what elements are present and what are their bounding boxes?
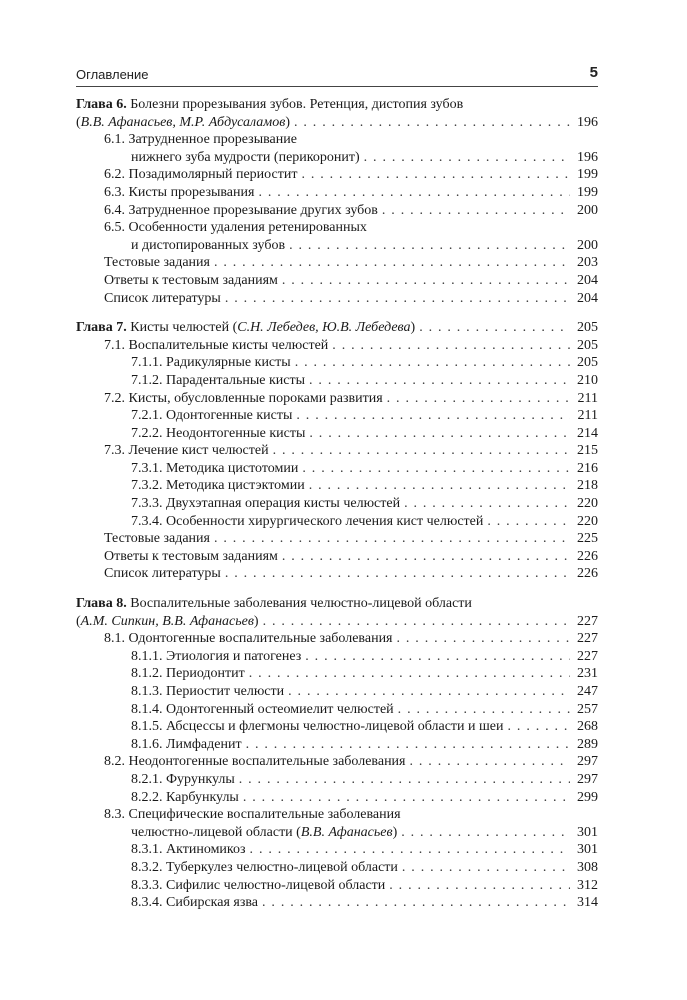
page-number: 5: [589, 64, 598, 81]
toc-entry[interactable]: [76, 841, 598, 859]
toc-page: 227: [577, 613, 598, 629]
toc-text: ): [392, 824, 398, 840]
dot-leader: [263, 613, 570, 631]
dot-leader: [282, 272, 570, 290]
toc-entry-label: нижнего зуба мудрости (перикоронит): [131, 149, 360, 165]
toc-entry[interactable]: [76, 648, 598, 666]
toc-page: 196: [577, 114, 598, 130]
toc-entry-label: [76, 319, 415, 337]
toc-page: 200: [577, 237, 598, 253]
toc-page: 247: [577, 684, 598, 699]
toc-entry-label: 8.1. Одонтогенные воспалительные заболевания: [104, 631, 393, 647]
toc-entry-label: 7.3. Лечение кист челюстей: [104, 443, 269, 459]
toc-text: ): [253, 613, 259, 629]
dot-leader: [214, 530, 570, 548]
dot-leader: [382, 202, 570, 220]
toc-entry[interactable]: [76, 442, 598, 460]
toc-entry[interactable]: [76, 354, 598, 372]
toc-page: 204: [577, 290, 598, 306]
dot-leader: [288, 683, 570, 701]
toc-entry[interactable]: [76, 753, 598, 771]
toc-page: 308: [577, 859, 598, 875]
toc-entry-label: [76, 114, 290, 132]
toc-entry-line[interactable]: 8.3. Специфические воспалительные заболевания: [104, 807, 401, 823]
toc-entry[interactable]: [76, 407, 598, 425]
chapter-title: Кисты челюстей: [130, 320, 230, 336]
chapter-authors: А.М. Сипкин, В.В. Афанасьев: [80, 613, 254, 629]
dot-leader: [295, 354, 570, 372]
toc-entry[interactable]: [76, 701, 598, 719]
toc-page: 205: [577, 355, 598, 371]
toc-text: челюстно-лицевой области (: [131, 824, 301, 840]
dot-leader: [309, 372, 570, 390]
chapter-8: [76, 595, 598, 912]
toc-page: 216: [577, 460, 598, 476]
toc-entry[interactable]: [76, 114, 598, 132]
dot-leader: [225, 290, 570, 308]
toc-entry-label: Тестовые задания: [104, 531, 210, 547]
dot-leader: [309, 477, 570, 495]
toc-entry[interactable]: [76, 630, 598, 648]
dot-leader: [262, 894, 570, 912]
dot-leader: [364, 149, 570, 167]
chapter-title: Болезни прорезывания зубов. Ретенция, дистопия зубов: [130, 97, 464, 112]
chapter-authors: С.Н. Лебедев, Ю.В. Лебедева: [237, 320, 411, 336]
toc-entry-label: Список литературы: [104, 290, 221, 306]
toc-entry-label: [131, 824, 397, 842]
toc-entry[interactable]: [76, 894, 598, 912]
toc-page: 257: [577, 701, 598, 717]
toc-entry-label: 8.3.3. Сифилис челюстно-лицевой области: [131, 877, 386, 893]
dot-leader: [250, 841, 570, 859]
dot-leader: [404, 495, 570, 513]
toc-entry[interactable]: [76, 390, 598, 408]
toc-page: 214: [577, 425, 598, 441]
dot-leader: [410, 753, 571, 771]
toc-entry-label: 6.3. Кисты прорезывания: [104, 184, 255, 200]
dot-leader: [508, 718, 570, 736]
toc-page: 227: [577, 648, 598, 664]
toc-page: 199: [577, 167, 598, 183]
toc-entry[interactable]: [76, 683, 598, 701]
toc-text: (: [76, 613, 81, 629]
dot-leader: [239, 771, 570, 789]
toc-entry[interactable]: [76, 166, 598, 184]
toc-entry-label: 8.1.2. Периодонтит: [131, 666, 245, 682]
toc-entry-label: 8.3.2. Туберкулез челюстно-лицевой области: [131, 859, 398, 875]
toc-page: 220: [577, 496, 598, 512]
toc-entry-label: 8.2. Неодонтогенные воспалительные заболевания: [104, 754, 406, 770]
toc-entry[interactable]: [76, 565, 598, 583]
toc-entry-label: 7.1.2. Парадентальные кисты: [131, 372, 306, 388]
toc-entry-label: Ответы к тестовым заданиям: [104, 272, 278, 288]
header-rule: [76, 86, 598, 87]
toc-entry[interactable]: [76, 202, 598, 220]
dot-leader: [302, 460, 570, 478]
toc-page: 227: [577, 631, 598, 647]
toc-entry-label: 7.3.4. Особенности хирургического лечения кист челюстей: [131, 513, 484, 529]
toc-page: 226: [577, 548, 598, 564]
dot-leader: [214, 254, 570, 272]
toc-page: 204: [577, 272, 598, 288]
table-of-contents: [76, 96, 598, 924]
toc-entry-label: 7.3.2. Методика цистэктомии: [131, 478, 305, 494]
dot-leader: [294, 114, 570, 132]
toc-entry[interactable]: [76, 460, 598, 478]
toc-page: 226: [577, 566, 598, 582]
toc-entry[interactable]: [76, 789, 598, 807]
toc-entry[interactable]: [76, 613, 598, 631]
toc-page: 314: [577, 895, 598, 911]
toc-entry-label: 7.2.1. Одонтогенные кисты: [131, 408, 293, 424]
toc-entry-label: 7.1. Воспалительные кисты челюстей: [104, 337, 329, 353]
dot-leader: [282, 548, 570, 566]
chapter-heading: [76, 96, 598, 114]
toc-entry[interactable]: [76, 824, 598, 842]
toc-entry[interactable]: [76, 272, 598, 290]
chapter-heading: [76, 595, 598, 613]
toc-entry[interactable]: [76, 149, 598, 167]
dot-leader: [225, 565, 570, 583]
chapter-label: Глава 8.: [76, 596, 127, 612]
toc-page: 211: [577, 408, 598, 424]
toc-entry[interactable]: [76, 736, 598, 754]
dot-leader: [246, 736, 570, 754]
toc-entry-label: 7.1.1. Радикулярные кисты: [131, 355, 291, 371]
toc-entry-label: и дистопированных зубов: [131, 237, 286, 253]
dot-leader: [401, 824, 570, 842]
toc-entry[interactable]: [76, 859, 598, 877]
dot-leader: [387, 390, 570, 408]
toc-entry-label: 8.1.5. Абсцессы и флегмоны челюстно-лицевой области и шеи: [131, 719, 504, 735]
chapter-label: Глава 6.: [76, 97, 127, 112]
toc-entry[interactable]: [76, 425, 598, 443]
toc-entry-label: 7.2.2. Неодонтогенные кисты: [131, 425, 306, 441]
toc-page: 268: [577, 719, 598, 735]
toc-entry-label: 7.3.3. Двухэтапная операция кисты челюстей: [131, 496, 401, 512]
chapter-6: [76, 96, 598, 307]
dot-leader: [309, 425, 570, 443]
chapter-7: [76, 319, 598, 583]
section-authors: В.В. Афанасьев: [300, 824, 393, 840]
toc-entry-label: 8.1.3. Периостит челюсти: [131, 684, 285, 699]
toc-page: 199: [577, 184, 598, 200]
running-head: [76, 63, 598, 85]
toc-page: 203: [577, 255, 598, 271]
toc-entry-label: [76, 613, 259, 631]
dot-leader: [402, 859, 570, 877]
toc-entry-label: 8.1.6. Лимфаденит: [131, 736, 242, 752]
toc-page: 312: [577, 877, 598, 893]
toc-page: 297: [577, 771, 598, 787]
toc-entry-label: Тестовые задания: [104, 255, 210, 271]
dot-leader: [332, 337, 570, 355]
toc-entry-line[interactable]: 6.1. Затрудненное прорезывание: [104, 132, 297, 148]
toc-page: 196: [577, 149, 598, 165]
toc-page: 299: [577, 789, 598, 805]
toc-entry-label: 8.3.4. Сибирская язва: [131, 895, 259, 911]
toc-entry[interactable]: [76, 319, 598, 337]
toc-entry[interactable]: [76, 665, 598, 683]
toc-page: 218: [577, 478, 598, 494]
dot-leader: [397, 630, 571, 648]
toc-page: 301: [577, 824, 598, 840]
toc-text: (: [76, 114, 81, 130]
toc-page: 200: [577, 202, 598, 218]
dot-leader: [258, 184, 570, 202]
toc-entry[interactable]: [76, 513, 598, 531]
toc-text: ): [285, 114, 290, 130]
dot-leader: [301, 166, 570, 184]
dot-leader: [389, 877, 570, 895]
toc-entry[interactable]: [76, 495, 598, 513]
toc-entry[interactable]: [76, 337, 598, 355]
dot-leader: [249, 665, 570, 683]
toc-entry-label: 7.3.1. Методика цистотомии: [131, 460, 299, 476]
toc-page: 205: [577, 337, 598, 353]
dot-leader: [419, 319, 570, 337]
toc-entry-label: 8.1.4. Одонтогенный остеомиелит челюстей: [131, 701, 394, 717]
dot-leader: [289, 237, 570, 255]
toc-entry[interactable]: [76, 372, 598, 390]
chapter-authors: В.В. Афанасьев, М.Р. Абдусаламов: [80, 114, 286, 130]
toc-entry[interactable]: [76, 184, 598, 202]
dot-leader: [273, 442, 570, 460]
toc-entry[interactable]: [76, 877, 598, 895]
toc-entry-label: 8.3.1. Актиномикоз: [131, 842, 246, 858]
toc-page: 225: [577, 531, 598, 547]
toc-page: 205: [577, 320, 598, 336]
dot-leader: [305, 648, 570, 666]
toc-entry[interactable]: [76, 254, 598, 272]
toc-entry[interactable]: [76, 718, 598, 736]
toc-entry-label: 7.2. Кисты, обусловленные пороками развития: [104, 390, 383, 406]
toc-entry-label: 6.2. Позадимолярный периостит: [104, 167, 298, 183]
toc-entry-label: 8.2.2. Карбункулы: [131, 789, 239, 805]
toc-entry[interactable]: [76, 530, 598, 548]
dot-leader: [243, 789, 570, 807]
dot-leader: [296, 407, 570, 425]
toc-text: (: [232, 320, 238, 336]
toc-page: 297: [577, 754, 598, 770]
toc-page: 301: [577, 842, 598, 858]
toc-entry[interactable]: [76, 290, 598, 308]
toc-entry-line[interactable]: 6.5. Особенности удаления ретенированных: [104, 220, 367, 236]
toc-page: 215: [577, 443, 598, 459]
toc-entry-label: Список литературы: [104, 566, 221, 582]
toc-page: 231: [577, 666, 598, 682]
running-head-title: Оглавление: [76, 67, 149, 82]
toc-page: 210: [577, 372, 598, 388]
dot-leader: [487, 513, 570, 531]
toc-entry[interactable]: [76, 477, 598, 495]
toc-entry-label: 6.4. Затрудненное прорезывание других зубов: [104, 202, 378, 218]
toc-page: 220: [577, 513, 598, 529]
chapter-label: Глава 7.: [76, 320, 127, 336]
toc-entry-label: 8.2.1. Фурункулы: [131, 771, 235, 787]
dot-leader: [398, 701, 570, 719]
toc-entry[interactable]: [76, 771, 598, 789]
toc-text: ): [410, 320, 416, 336]
toc-entry-label: 8.1.1. Этиология и патогенез: [131, 648, 302, 664]
toc-page: 211: [577, 390, 598, 406]
chapter-title: Воспалительные заболевания челюстно-лицевой области: [130, 596, 472, 612]
toc-entry-label: Ответы к тестовым заданиям: [104, 548, 278, 564]
toc-entry[interactable]: [76, 237, 598, 255]
toc-page: 289: [577, 736, 598, 752]
toc-entry[interactable]: [76, 548, 598, 566]
